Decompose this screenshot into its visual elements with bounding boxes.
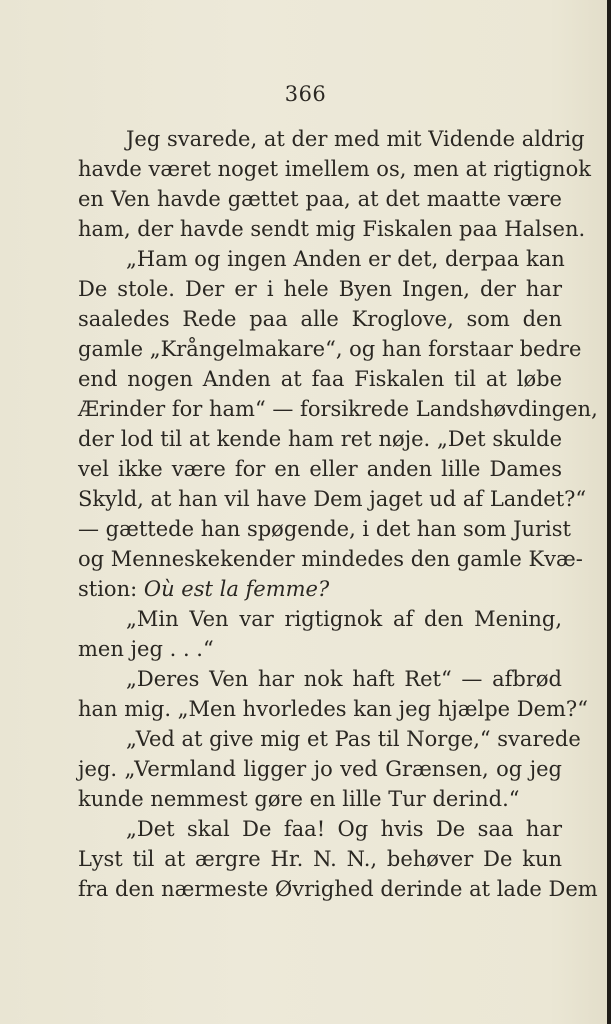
text-line: Jeg svarede, at der med mit Vidende aldrig: [126, 127, 585, 151]
text-line: „Ham og ingen Anden er det, derpaa kan: [126, 247, 565, 271]
text-line: en Ven havde gættet paa, at det maatte være: [78, 187, 562, 211]
text-line: fra den nærmeste Øvrighed derinde at lade Dem: [78, 877, 598, 901]
text-line: Skyld, at han vil have Dem jaget ud af Landet?“: [78, 487, 587, 511]
text-line: „Det skal De faa! Og hvis De saa har: [126, 817, 562, 841]
text-line: vel ikke være for en eller anden lille Dames: [78, 457, 562, 481]
text-line: ham, der havde sendt mig Fiskalen paa Halsen.: [78, 217, 586, 241]
text-line-stion: [78, 574, 562, 604]
text-line: gamle „Krångelmakare“, og han forstaar bedre: [78, 337, 582, 361]
text-line: „Deres Ven har nok haft Ret“ — afbrød: [126, 667, 562, 691]
text-line: — gættede han spøgende, i det han som Jurist: [78, 517, 571, 541]
text-line: kunde nemmest gøre en lille Tur derind.“: [78, 787, 520, 811]
page-edge-shadow: [607, 0, 611, 1024]
text-line: „Min Ven var rigtignok af den Mening,: [126, 607, 562, 631]
page-number: 366: [284, 82, 327, 106]
body-text: [78, 124, 598, 904]
text-line: han mig. „Men hvorledes kan jeg hjælpe Dem?“: [78, 697, 588, 721]
text-line: der lod til at kende ham ret nøje. „Det skulde: [78, 427, 562, 451]
text-line: jeg. „Vermland ligger jo ved Grænsen, og jeg: [78, 757, 562, 781]
text-line: Lyst til at ærgre Hr. N. N., behøver De kun: [78, 847, 562, 871]
text-line: men jeg . . .“: [78, 637, 214, 661]
stion-prefix: stion:: [78, 577, 138, 601]
text-line: end nogen Anden at faa Fiskalen til at løbe: [78, 367, 562, 391]
text-line: saaledes Rede paa alle Kroglove, som den: [78, 307, 562, 331]
text-line: „Ved at give mig et Pas til Norge,“ svarede: [126, 727, 581, 751]
french-quote: Où est la femme?: [143, 577, 330, 601]
text-line: Ærinder for ham“ — forsikrede Landshøvdingen,: [78, 397, 598, 421]
text-line: havde været noget imellem os, men at rigtignok: [78, 157, 591, 181]
text-line: og Menneskekender mindedes den gamle Kvæ-: [78, 547, 583, 571]
text-line: De stole. Der er i hele Byen Ingen, der har: [78, 277, 562, 301]
